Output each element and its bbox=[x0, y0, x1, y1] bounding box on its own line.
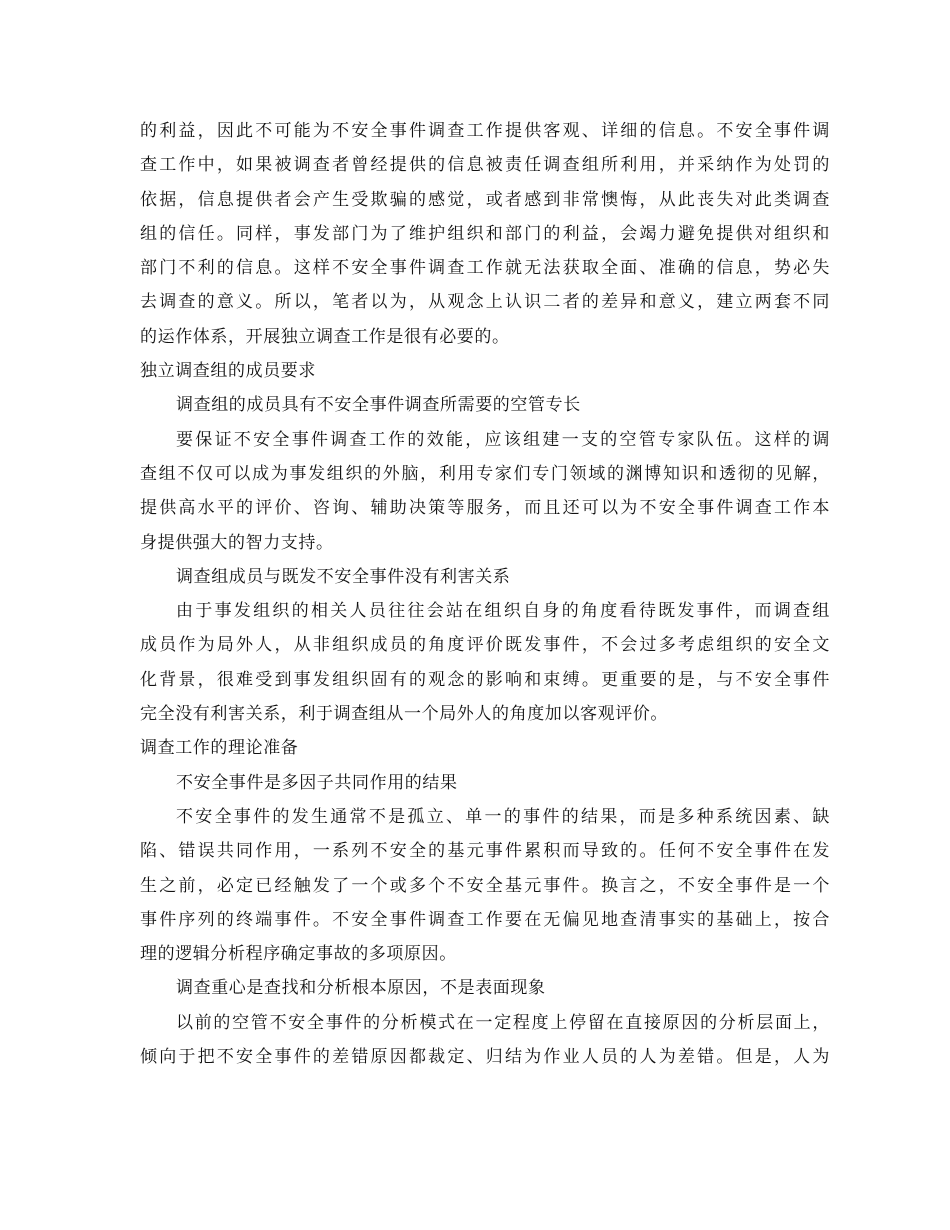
section-heading: 独立调查组的成员要求 bbox=[140, 361, 316, 382]
body-line: 查组不仅可以成为事发组织的外脑，利用专家们专门领域的渊博知识和透彻的见解， bbox=[140, 463, 830, 484]
subsection-heading: 调查重心是查找和分析根本原因，不是表面现象 bbox=[176, 978, 546, 999]
section-heading: 调查工作的理论准备 bbox=[140, 738, 299, 759]
body-line: 部门不利的信息。这样不安全事件调查工作就无法获取全面、准确的信息，势必失 bbox=[140, 258, 830, 279]
body-line: 由于事发组织的相关人员往往会站在组织自身的角度看待既发事件，而调查组 bbox=[176, 601, 830, 622]
body-line: 的利益，因此不可能为不安全事件调查工作提供客观、详细的信息。不安全事件调 bbox=[140, 121, 830, 141]
body-line: 倾向于把不安全事件的差错原因都裁定、归结为作业人员的人为差错。但是，人为 bbox=[140, 1047, 830, 1068]
body-line: 要保证不安全事件调查工作的效能，应该组建一支的空管专家队伍。这样的调 bbox=[176, 429, 830, 450]
body-line: 的运作体系，开展独立调查工作是很有必要的。 bbox=[140, 326, 510, 347]
subsection-heading: 调查组的成员具有不安全事件调查所需要的空管专长 bbox=[176, 395, 581, 416]
subsection-heading: 不安全事件是多因子共同作用的结果 bbox=[176, 772, 458, 793]
body-line: 完全没有利害关系，利于调查组从一个局外人的角度加以客观评价。 bbox=[140, 704, 668, 725]
body-line: 依据，信息提供者会产生受欺骗的感觉，或者感到非常懊悔，从此丧失对此类调查 bbox=[140, 189, 830, 210]
document-body bbox=[140, 114, 830, 1074]
body-line: 理的逻辑分析程序确定事故的多项原因。 bbox=[140, 944, 457, 965]
body-line: 不安全事件的发生通常不是孤立、单一的事件的结果，而是多种系统因素、缺 bbox=[176, 806, 830, 827]
body-line: 组的信任。同样，事发部门为了维护组织和部门的利益，会竭力避免提供对组织和 bbox=[140, 223, 830, 244]
body-line: 去调查的意义。所以，笔者以为，从观念上认识二者的差异和意义，建立两套不同 bbox=[140, 292, 830, 313]
body-line: 查工作中，如果被调查者曾经提供的信息被责任调查组所利用，并采纳作为处罚的 bbox=[140, 155, 830, 176]
body-line: 化背景，很难受到事发组织固有的观念的影响和束缚。更重要的是，与不安全事件 bbox=[140, 669, 830, 690]
body-line: 提供高水平的评价、咨询、辅助决策等服务，而且还可以为不安全事件调查工作本 bbox=[140, 498, 830, 519]
body-line: 以前的空管不安全事件的分析模式在一定程度上停留在直接原因的分析层面上， bbox=[176, 1012, 830, 1033]
subsection-heading: 调查组成员与既发不安全事件没有利害关系 bbox=[176, 566, 511, 587]
body-line: 陷、错误共同作用，一系列不安全的基元事件累积而导致的。任何不安全事件在发 bbox=[140, 841, 830, 862]
body-line: 事件序列的终端事件。不安全事件调查工作要在无偏见地查清事实的基础上，按合 bbox=[140, 909, 830, 930]
body-line: 生之前，必定已经触发了一个或多个不安全基元事件。换言之，不安全事件是一个 bbox=[140, 875, 830, 896]
body-line: 成员作为局外人，从非组织成员的角度评价既发事件，不会过多考虑组织的安全文 bbox=[140, 635, 830, 656]
body-line: 身提供强大的智力支持。 bbox=[140, 532, 334, 553]
